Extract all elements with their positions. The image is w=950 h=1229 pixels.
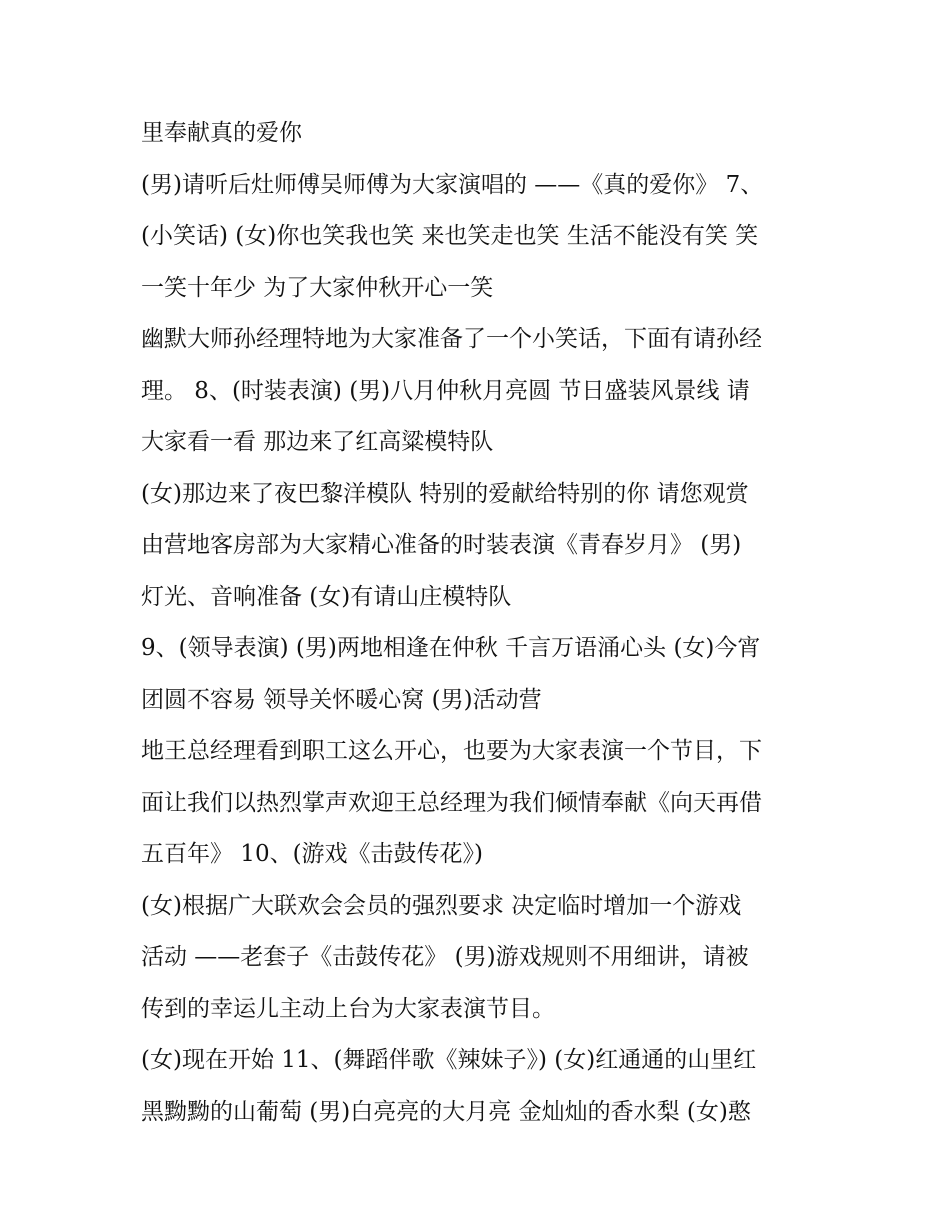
text-line: 灯光、音响准备 (女)有请山庄模特队 bbox=[141, 583, 512, 610]
text-line: (女)那边来了夜巴黎洋模队 特别的爱献给特别的你 请您观赏 bbox=[141, 480, 749, 507]
text-line: 五百年》 10、(游戏《击鼓传花》) bbox=[141, 841, 484, 867]
text-line: 里奉献真的爱你 bbox=[141, 120, 302, 146]
text-line: 面让我们以热烈掌声欢迎王总经理为我们倾情奉献《向天再借 bbox=[141, 789, 762, 816]
text-line: 9、(领导表演) (男)两地相逢在仲秋 千言万语涌心头 (女)今宵 bbox=[141, 635, 761, 661]
text-line: 传到的幸运儿主动上台为大家表演节目。 bbox=[141, 995, 555, 1022]
text-line: (女)根据广大联欢会会员的强烈要求 决定临时增加一个游戏 bbox=[141, 892, 742, 919]
text-line: (小笑话) (女)你也笑我也笑 来也笑走也笑 生活不能没有笑 笑 bbox=[141, 223, 759, 249]
text-line: 地王总经理看到职工这么开心，也要为大家表演一个节目，下 bbox=[141, 738, 762, 764]
text-line: 理。 8、(时装表演) (男)八月仲秋月亮圆 节日盛装风景线 请 bbox=[141, 377, 750, 404]
text-line: 团圆不容易 领导关怀暖心窝 (男)活动营 bbox=[141, 686, 542, 713]
document-text-body bbox=[141, 108, 831, 1138]
text-line: 黑黝黝的山葡萄 (男)白亮亮的大月亮 金灿灿的香水梨 (女)憨 bbox=[141, 1098, 751, 1125]
text-line: 由营地客房部为大家精心准备的时装表演《青春岁月》 (男) bbox=[141, 532, 742, 558]
text-line: (男)请听后灶师傅吴师傅为大家演唱的 ——《真的爱你》 7、 bbox=[141, 171, 764, 198]
text-line: 大家看一看 那边来了红高粱模特队 bbox=[141, 429, 494, 455]
text-line: 一笑十年少 为了大家仲秋开心一笑 bbox=[141, 274, 494, 301]
text-line: (女)现在开始 11、(舞蹈伴歌《辣妹子》) (女)红通通的山里红 bbox=[141, 1047, 757, 1073]
text-line: 幽默大师孙经理特地为大家准备了一个小笑话，下面有请孙经 bbox=[141, 326, 762, 352]
text-line: 活动 ——老套子《击鼓传花》 (男)游戏规则不用细讲，请被 bbox=[141, 944, 749, 970]
